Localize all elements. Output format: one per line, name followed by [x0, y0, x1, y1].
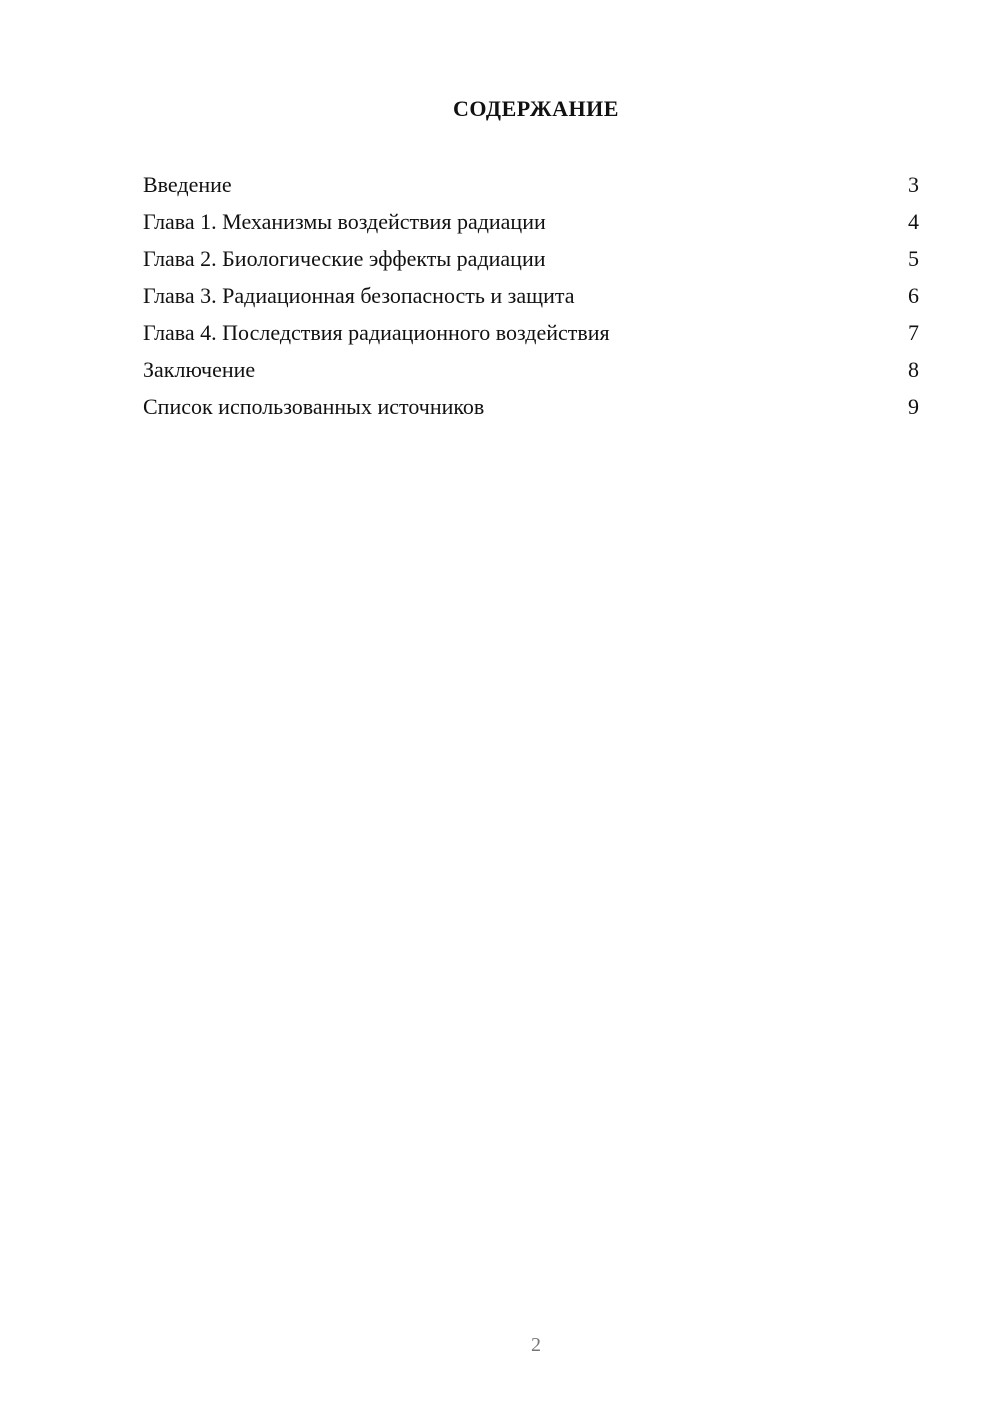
toc-item-chapter-4[interactable]	[143, 319, 919, 356]
toc-item-page: 3	[908, 172, 919, 197]
toc-item-page: 7	[908, 320, 919, 345]
toc-item-page: 4	[908, 209, 919, 234]
toc-item-title: Глава 3. Радиационная безопасность и защита	[143, 283, 575, 308]
page-number: 2	[531, 1334, 541, 1356]
toc-item-title: Введение	[143, 172, 232, 197]
toc-item-title: Глава 2. Биологические эффекты радиации	[143, 246, 546, 271]
toc-item-title: Глава 4. Последствия радиационного воздействия	[143, 320, 610, 345]
toc-item-references[interactable]	[143, 393, 919, 430]
page-title: СОДЕРЖАНИЕ	[453, 96, 619, 121]
toc-item-chapter-3[interactable]	[143, 282, 919, 319]
toc-item-title: Заключение	[143, 357, 256, 382]
table-of-contents	[143, 171, 919, 430]
toc-item-page: 6	[908, 283, 919, 308]
toc-item-chapter-2[interactable]	[143, 245, 919, 282]
toc-item-chapter-1[interactable]	[143, 208, 919, 245]
toc-item-conclusion[interactable]	[143, 356, 919, 393]
toc-item-page: 8	[908, 357, 919, 382]
toc-item-page: 5	[908, 246, 919, 271]
toc-item-page: 9	[908, 394, 919, 419]
toc-item-title: Глава 1. Механизмы воздействия радиации	[143, 209, 546, 234]
toc-item-introduction[interactable]	[143, 171, 919, 208]
toc-item-title: Список использованных источников	[143, 394, 485, 419]
